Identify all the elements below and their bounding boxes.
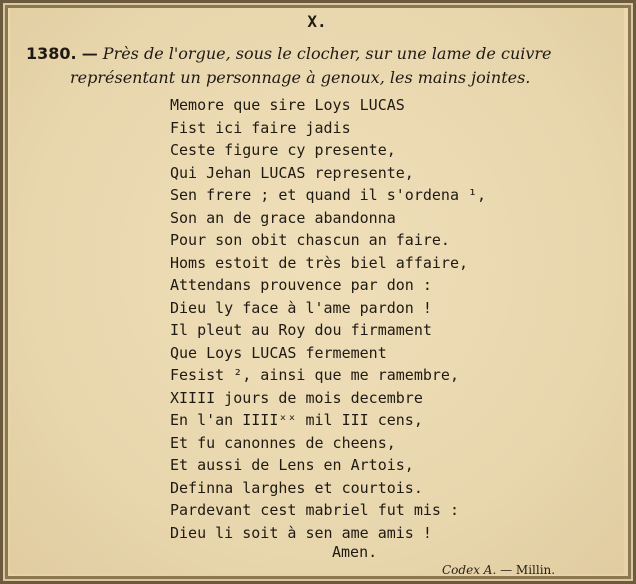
poem-line: Attendans prouvence par don : bbox=[170, 276, 432, 294]
closing-amen: Amen. bbox=[332, 543, 378, 561]
entry-description-line2: représentant un personnage à genoux, les mains jointes. bbox=[70, 68, 531, 87]
poem-line: Et aussi de Lens en Artois, bbox=[170, 456, 414, 474]
poem-line: Sen frere ; et quand il s'ordena ¹, bbox=[170, 186, 487, 204]
poem-line: Definna larghes et courtois. bbox=[170, 478, 423, 497]
poem-line: Qui Jehan LUCAS represente, bbox=[170, 163, 414, 182]
entry-description-line1: Près de l'orgue, sous le clocher, sur une lame de cuivre bbox=[102, 44, 552, 63]
poem-line: Que Loys LUCAS fermement bbox=[170, 343, 387, 362]
poem-line: Memore que sire Loys LUCAS bbox=[170, 96, 405, 114]
document-page bbox=[10, 8, 624, 577]
source-author: Millin. bbox=[515, 563, 556, 577]
poem-line: Et fu canonnes de cheens, bbox=[170, 433, 396, 452]
poem-line: Il pleut au Roy dou firmament bbox=[170, 321, 432, 339]
entry-number: 1380. bbox=[26, 44, 77, 63]
source-separator: — bbox=[500, 563, 513, 577]
poem bbox=[170, 94, 486, 544]
entry-dash: — bbox=[81, 44, 98, 63]
source-codex: Codex A. bbox=[442, 563, 497, 577]
poem-line: Ceste figure cy presente, bbox=[170, 141, 396, 159]
poem-line: Dieu li soit à sen ame amis ! bbox=[170, 523, 432, 542]
poem-line: Fesist ², ainsi que me ramembre, bbox=[170, 366, 459, 384]
entry-header bbox=[26, 42, 616, 90]
poem-line: Son an de grace abandonna bbox=[170, 208, 396, 227]
poem-line: Dieu ly face à l'ame pardon ! bbox=[170, 298, 432, 317]
poem-line: Homs estoit de très biel affaire, bbox=[170, 253, 469, 272]
poem-line: XIIII jours de mois decembre bbox=[170, 388, 423, 407]
section-heading: X. bbox=[307, 12, 327, 31]
poem-line: Pardevant cest mabriel fut mis : bbox=[170, 501, 459, 519]
poem-line: Fist ici faire jadis bbox=[170, 118, 351, 137]
poem-line: Pour son obit chascun an faire. bbox=[170, 231, 450, 249]
poem-line: En l'an IIIIˣˣ mil III cens, bbox=[170, 411, 423, 429]
source-citation bbox=[442, 563, 555, 577]
